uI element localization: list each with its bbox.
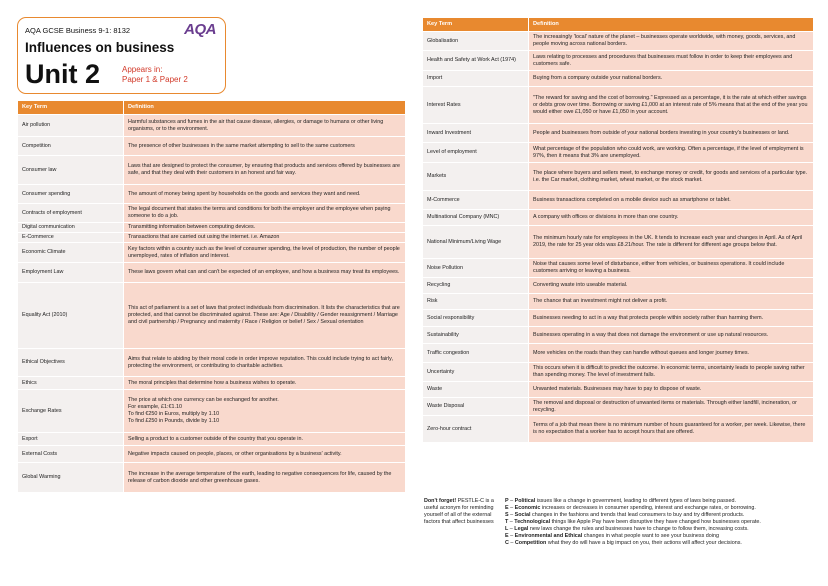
definition-text: Noise that causes some level of disturbance, either from vehicles, or business operations. It could include customers arriving or leaving a business. xyxy=(533,261,785,274)
definition xyxy=(124,446,406,463)
appears-in xyxy=(122,65,188,85)
key-term: Employment Law xyxy=(18,263,124,283)
key-term: Interest Rates xyxy=(423,87,529,124)
definition-text: Harmful substances and fumes in the air that cause disease, allergies, or damage to humans or other living organisms, or to the environment. xyxy=(128,118,384,132)
pestle-item xyxy=(505,533,815,540)
pestle-text: changes in the fashions and trends that lead consumers to buy and try different products. xyxy=(530,512,745,518)
pestle-letter: L xyxy=(505,526,509,532)
definition-text: The minimum hourly rate for employees in the UK. It tends to increase each year and changes in April. As of April 2019, the rate for 25 year olds was £8.21/hour. The rate is different for different age groups below that. xyxy=(533,235,803,248)
pestle-dash: – xyxy=(508,512,515,518)
definition xyxy=(529,363,814,382)
pestle-letter: C xyxy=(505,540,509,546)
definition-text: People and businesses from outside of your national borders investing in your country's businesses or land. xyxy=(533,129,790,136)
pestle-letter: T xyxy=(505,519,509,525)
definition xyxy=(124,204,406,223)
definition xyxy=(124,433,406,446)
key-term: Inward Investment xyxy=(423,124,529,143)
key-term: Equality Act (2010) xyxy=(18,283,124,349)
definition-text: The chance that an investment might not deliver a profit. xyxy=(533,298,668,304)
table-row xyxy=(18,204,406,223)
header-box xyxy=(17,17,226,94)
table-row xyxy=(18,377,406,390)
col-header-term: Key Term xyxy=(423,18,529,32)
definition-text: Converting waste into useable material. xyxy=(533,282,628,288)
definition xyxy=(529,210,814,226)
table-row xyxy=(18,223,406,233)
key-term: Global Warming xyxy=(18,463,124,493)
key-term: National Minimum/Living Wage xyxy=(423,226,529,259)
definition-text: Businesses operating in a way that does not damage the environment or use up natural resources. xyxy=(533,331,769,338)
aqa-logo: AQA xyxy=(184,21,216,38)
definition xyxy=(124,137,406,156)
pestle-item xyxy=(505,519,815,526)
key-term: Export xyxy=(18,433,124,446)
key-term: Markets xyxy=(423,163,529,191)
key-term: Globalisation xyxy=(423,32,529,51)
table-header-row xyxy=(18,101,406,115)
definition-text: A company with offices or divisions in more than one country. xyxy=(533,214,679,220)
table-row xyxy=(423,382,814,398)
col-header-definition: Definition xyxy=(529,18,814,32)
key-term: Consumer spending xyxy=(18,185,124,204)
pestle-dash: – xyxy=(508,533,515,539)
definition xyxy=(529,259,814,278)
table-row xyxy=(423,310,814,327)
pestle-word: Legal xyxy=(514,526,529,532)
table-row xyxy=(423,226,814,259)
appears-line-1: Appears in: xyxy=(122,65,163,74)
pestle-letter: E xyxy=(505,505,509,511)
pestle-list xyxy=(505,498,815,547)
key-term: Risk xyxy=(423,294,529,310)
definition xyxy=(124,463,406,493)
table-row xyxy=(423,294,814,310)
key-term: Waste xyxy=(423,382,529,398)
table-row xyxy=(423,210,814,226)
definition-text: Unwanted materials. Businesses may have to pay to dispose of waste. xyxy=(533,386,702,392)
table-row xyxy=(18,390,406,433)
pestle-letter: E xyxy=(505,533,509,539)
definition xyxy=(529,398,814,416)
key-term: Traffic congestion xyxy=(423,344,529,363)
definition xyxy=(124,115,406,137)
definition xyxy=(529,382,814,398)
table-row xyxy=(18,463,406,493)
definition xyxy=(529,294,814,310)
definition xyxy=(529,327,814,344)
definition-text: What percentage of the population who could work, are working. Often a percentage, if the level of employment is 97%, then it means that 3% are unemployed. xyxy=(533,145,804,159)
definition xyxy=(124,243,406,263)
unit-label: Unit 2 xyxy=(25,59,101,89)
definition-text: Laws that are designed to protect the consumer, by ensuring that products and services offered by businesses are safe, and that they deal with their customers in an honest and fair way. xyxy=(128,163,400,176)
note-bold: Don't forget! xyxy=(424,498,457,504)
definition xyxy=(529,71,814,87)
definition xyxy=(124,377,406,390)
key-term: Uncertainty xyxy=(423,363,529,382)
table-row xyxy=(18,233,406,243)
note-text: PESTLE-C is a useful acronym for reminding yourself of all of the external factors that affect businesses xyxy=(424,498,494,525)
definition-text: "The reward for saving and the cost of borrowing." Expressed as a percentage, it is the rate at which either savings or debts grow over time. Borrowing or saving £1,000 at an interest rate of 5% means that at the end of the year you would either owe £1,050 or have £1,050 in your account. xyxy=(533,94,808,115)
key-term: Competition xyxy=(18,137,124,156)
pestle-text: new laws change the rules and businesses have to change to follow them, increasing costs. xyxy=(528,526,749,532)
pestle-text: changes in what people want to see your business doing xyxy=(582,533,719,539)
pestle-dash: – xyxy=(508,519,515,525)
table-row xyxy=(18,283,406,349)
pestle-word: Technological xyxy=(514,519,551,525)
pestle-word: Social xyxy=(514,512,531,518)
pestle-item xyxy=(505,505,815,512)
col-header-term: Key Term xyxy=(18,101,124,115)
key-term: Ethics xyxy=(18,377,124,390)
definition-line: For example, £1:€1.10 xyxy=(128,404,182,410)
table-row xyxy=(18,156,406,185)
definition xyxy=(529,143,814,163)
pestle-text: things like Apple Pay have been disruptive they have changed how businesses operate. xyxy=(550,519,761,525)
definition xyxy=(529,191,814,210)
table-row xyxy=(423,143,814,163)
definition xyxy=(124,156,406,185)
definition xyxy=(529,124,814,143)
definition-text: This act of parliament is a set of laws that protect individuals from discrimination. It lists the characteristics that are protected, and that cannot be discriminated against. These are: Age / Disability / Gender reassignment / Marriage and civil partnership / Pregnancy and maternity / Race / Religion or belief / Sex / Sexual orientation xyxy=(128,305,400,325)
table-row xyxy=(18,137,406,156)
table-row xyxy=(423,363,814,382)
pestle-word: Political xyxy=(514,498,536,504)
pestle-dash: – xyxy=(508,498,515,504)
appears-line-2: Paper 1 & Paper 2 xyxy=(122,75,188,84)
table-row xyxy=(423,398,814,416)
definition-text: Selling a product to a customer outside of the country that you operate in. xyxy=(128,435,304,442)
key-term: Zero-hour contract xyxy=(423,416,529,443)
definition xyxy=(124,223,406,233)
col-header-definition: Definition xyxy=(124,101,406,115)
definition-text: Businesses needing to act in a way that protects people within society rather than harming them. xyxy=(533,314,764,321)
definition-text: Transactions that are carried out using the internet. i.e. Amazon xyxy=(128,234,280,240)
pestle-text: increases or decreases in consumer spending, interest and exchange rates, or borrowing. xyxy=(540,505,756,511)
table-row xyxy=(18,243,406,263)
table-row xyxy=(423,344,814,363)
definition-text: The moral principles that determine how a business wishes to operate. xyxy=(128,379,297,386)
definition-text: The amount of money being spent by households on the goods and services they want and need. xyxy=(128,190,361,197)
key-term: Sustainability xyxy=(423,327,529,344)
course-code: AQA GCSE Business 9-1: 8132 xyxy=(25,26,131,35)
definition-text: Aims that relate to abiding by their moral code in order improve reputation. This could include trying to act fairly, protecting the environment, or contributing to charitable activities. xyxy=(128,355,393,369)
left-key-terms-table xyxy=(17,100,406,493)
definition-text: These laws govern what can and can't be expected of an employee, and how a business may treat its employees. xyxy=(128,269,400,275)
definition xyxy=(529,226,814,259)
definition-text: The place where buyers and sellers meet, to exchange money or credit, for goods and services of a particular type. i.e. the Car market, clothing market, wheat market, or the stock market. xyxy=(533,169,808,183)
definition xyxy=(124,349,406,377)
definition xyxy=(124,233,406,243)
key-term: E-Commerce xyxy=(18,233,124,243)
key-term: Social responsibility xyxy=(423,310,529,327)
pestle-item xyxy=(505,512,815,519)
definition xyxy=(124,283,406,349)
definition-line: To find £250 in Pounds, divide by 1.10 xyxy=(128,418,220,424)
definition-text: The removal and disposal or destruction of unwanted items or materials. Through either landfill, incineration, or recycling. xyxy=(533,399,797,413)
table-row xyxy=(18,349,406,377)
definition-text: The legal document that states the terms and conditions for both the employer and the employee when paying someone to do a job. xyxy=(128,206,391,219)
key-term: M-Commerce xyxy=(423,191,529,210)
definition-text: The price at which one currency can be exchanged for another. xyxy=(128,397,279,403)
pestle-dash: – xyxy=(508,505,515,511)
table-row xyxy=(423,124,814,143)
table-row xyxy=(18,433,406,446)
table-row xyxy=(18,263,406,283)
definition-text: Transmitting information between computing devices. xyxy=(128,224,256,230)
definition xyxy=(124,263,406,283)
definition-line: To find €250 in Euros, multiply by 1.10 xyxy=(128,411,220,417)
table-row xyxy=(423,259,814,278)
table-header-row xyxy=(423,18,814,32)
key-term: Level of employment xyxy=(423,143,529,163)
key-term: External Costs xyxy=(18,446,124,463)
key-term: Recycling xyxy=(423,278,529,294)
definition xyxy=(529,278,814,294)
key-term: Noise Pollution xyxy=(423,259,529,278)
table-row xyxy=(423,51,814,71)
table-row xyxy=(423,327,814,344)
pestle-word: Environmental and Ethical xyxy=(514,533,583,539)
table-row xyxy=(18,446,406,463)
definition-text: The increasingly 'local' nature of the planet – businesses operate worldwide, with money, goods, services, and people moving across national borders. xyxy=(533,34,796,47)
table-row xyxy=(423,416,814,443)
key-term: Exchange Rates xyxy=(18,390,124,433)
pestle-text: issues like a change in government, leading to different types of laws being passed. xyxy=(535,498,736,504)
key-term: Multinational Company (MNC) xyxy=(423,210,529,226)
definition xyxy=(529,163,814,191)
table-row xyxy=(423,32,814,51)
definition xyxy=(529,51,814,71)
key-term: Contracts of employment xyxy=(18,204,124,223)
key-term: Consumer law xyxy=(18,156,124,185)
definition xyxy=(124,390,406,433)
table-row xyxy=(423,71,814,87)
definition-text: Business transactions completed on a mobile device such as smartphone or tablet. xyxy=(533,196,731,203)
definition-text: Negative impacts caused on people, places, or other organisations by a business' activity. xyxy=(128,450,342,457)
right-key-terms-table xyxy=(422,17,814,443)
table-row xyxy=(18,115,406,137)
table-row xyxy=(423,163,814,191)
definition-text: The increase in the average temperature of the earth, leading to negative consequences for life, caused by the release of carbon dioxide and other greenhouse gases. xyxy=(128,470,392,484)
key-term: Import xyxy=(423,71,529,87)
definition xyxy=(529,32,814,51)
pestle-dash: – xyxy=(508,526,515,532)
definition xyxy=(124,185,406,204)
pestle-word: Competition xyxy=(514,540,547,546)
pestle-letter: S xyxy=(505,512,509,518)
definition-text: The presence of other businesses in the same market attempting to sell to the same customers xyxy=(128,142,355,149)
definition-text: More vehicles on the roads than they can handle without queues and longer journey times. xyxy=(533,349,750,356)
key-term: Digital communication xyxy=(18,223,124,233)
pestle-note xyxy=(424,498,504,526)
table-row xyxy=(423,191,814,210)
pestle-item xyxy=(505,498,815,505)
definition xyxy=(529,416,814,443)
table-row xyxy=(423,87,814,124)
pestle-item xyxy=(505,526,815,533)
key-term: Waste Disposal xyxy=(423,398,529,416)
key-term: Ethical Objectives xyxy=(18,349,124,377)
pestle-letter: P xyxy=(505,498,509,504)
key-term: Economic Climate xyxy=(18,243,124,263)
pestle-text: what they do will have a big impact on you, their actions will affect your decisions. xyxy=(546,540,742,546)
definition-text: This occurs when it is difficult to predict the outcome. In economic terms, uncertainty leads to people saving rather than spending money. The level of investment falls. xyxy=(533,365,805,378)
page-title: Influences on business xyxy=(25,40,175,55)
definition xyxy=(529,344,814,363)
key-term: Air pollution xyxy=(18,115,124,137)
key-term: Health and Safety at Work Act (1974) xyxy=(423,51,529,71)
pestle-item xyxy=(505,540,815,547)
definition-text: Laws relating to processes and procedures that businesses must follow in order to keep their employees and customers safe. xyxy=(533,53,793,67)
definition-text: Terms of a job that mean there is no minimum number of hours guaranteed for a worker, per week. Likewise, there is no expectation that a worker has to accept hours that are offered. xyxy=(533,422,806,435)
definition xyxy=(529,310,814,327)
pestle-dash: – xyxy=(508,540,515,546)
definition-text: Buying from a company outside your national borders. xyxy=(533,75,663,81)
pestle-word: Economic xyxy=(514,505,541,511)
table-row xyxy=(18,185,406,204)
definition-text: Key factors within a country such as the level of consumer spending, the level of production, the number of people unemployed, rates of inflation and interest. xyxy=(128,245,400,259)
table-row xyxy=(423,278,814,294)
definition xyxy=(529,87,814,124)
